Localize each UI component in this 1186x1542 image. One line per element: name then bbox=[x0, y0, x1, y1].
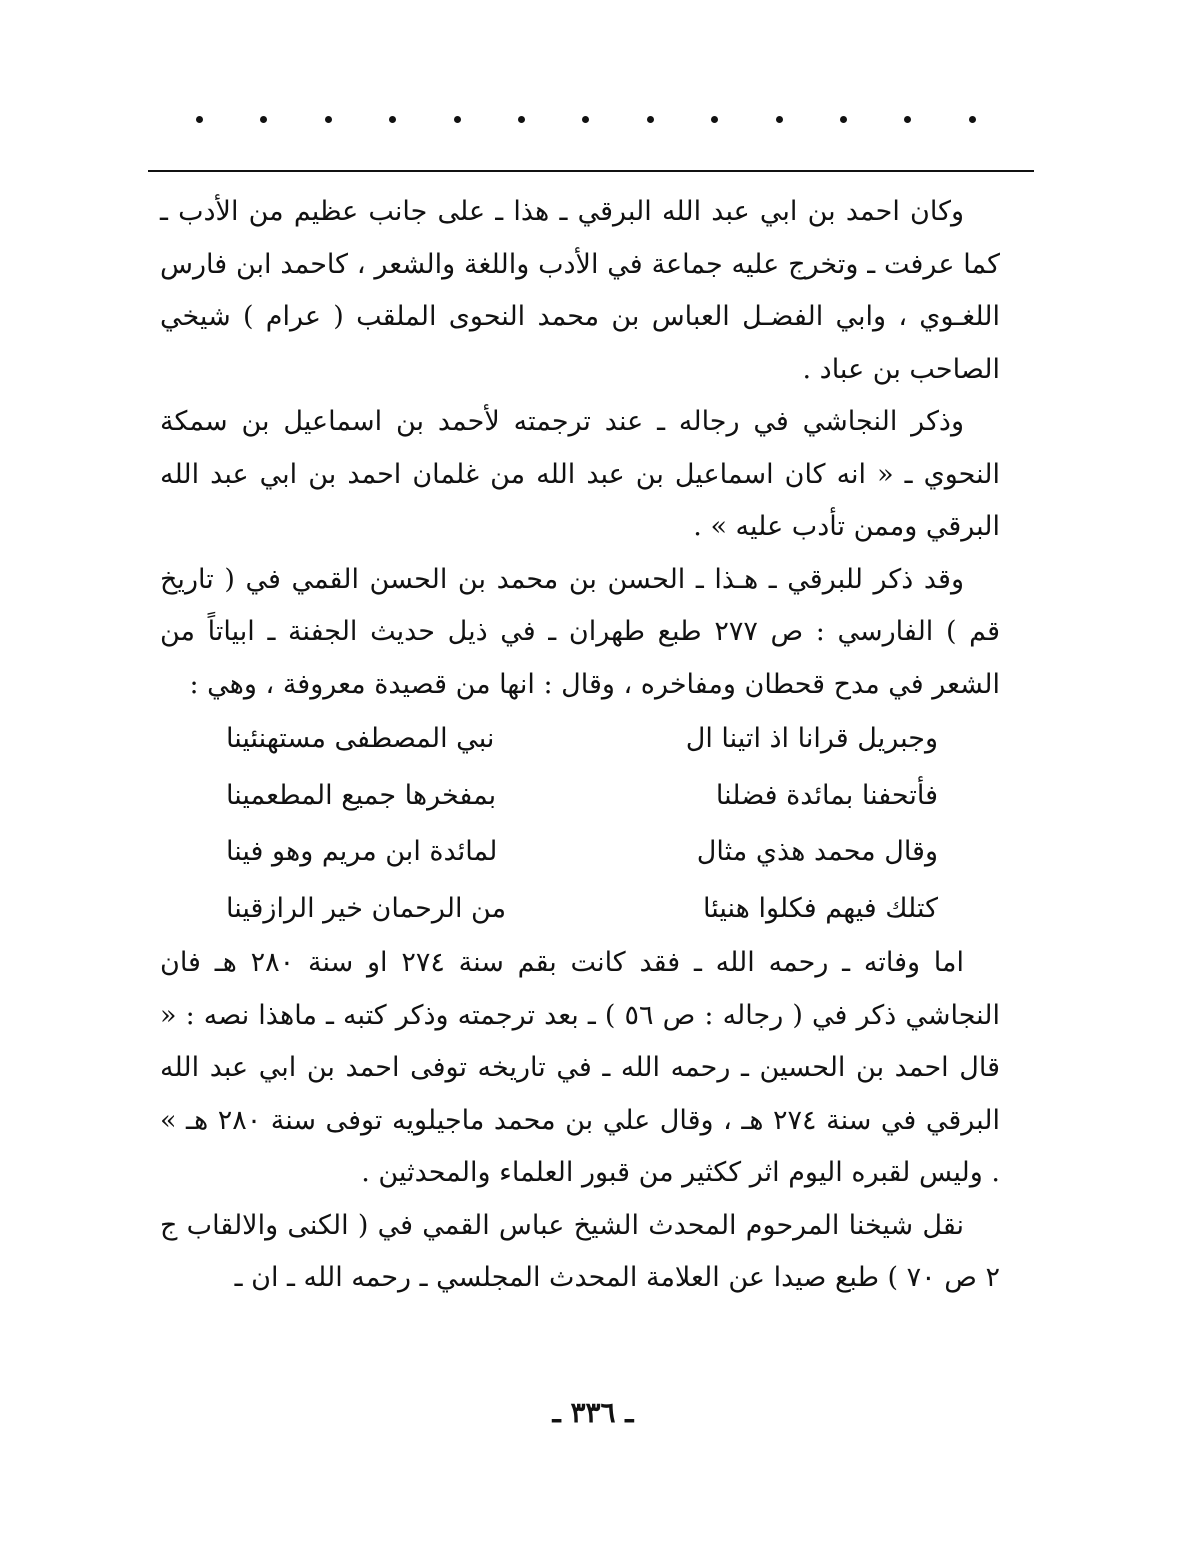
poem-verse bbox=[226, 881, 938, 938]
verse-first-hemistich: وجبريل قرانا اذ اتينا ال bbox=[685, 723, 938, 754]
verse-second-hemistich: لمائدة ابن مريم وهو فينا bbox=[226, 836, 498, 867]
ornament-dot bbox=[518, 116, 525, 123]
paragraph: نقل شيخنا المرحوم المحدث الشيخ عباس القمي في ( الكنى والالقاب ج ٢ ص ٧٠ ) طبع صيدا عن العلامة المحدث المجلسي ـ رحمه الله ـ ان ـ bbox=[160, 1209, 1000, 1293]
ornament-dot bbox=[969, 116, 976, 123]
ornament-dot bbox=[840, 116, 847, 123]
poem bbox=[160, 711, 1000, 937]
ornament-dot bbox=[776, 116, 783, 123]
ornament-dot bbox=[904, 116, 911, 123]
verse-second-hemistich: نبي المصطفى مستهنئينا bbox=[226, 723, 495, 754]
page-number: ـ ٣٣٦ ـ bbox=[552, 1396, 634, 1429]
header-rule bbox=[148, 170, 1034, 172]
verse-first-hemistich: وقال محمد هذي مثال bbox=[696, 836, 938, 867]
verse-first-hemistich: كتلك فيهم فكلوا هنيئا bbox=[702, 892, 938, 924]
ornament-dot bbox=[196, 116, 203, 123]
ornament-dot bbox=[582, 116, 589, 123]
paragraph: وذكر النجاشي في رجاله ـ عند ترجمته لأحمد بن اسماعيل بن سمكة النحوي ـ « انه كان اسماعيل بن عبد الله من غلمان احمد بن ابي عبد الله البرقي وممن تأدب عليه » . bbox=[160, 406, 1000, 542]
verse-second-hemistich: من الرحمان خير الرازقينا bbox=[226, 892, 507, 924]
poem-verse bbox=[226, 768, 938, 825]
paragraph: وقد ذكر للبرقي ـ هـذا ـ الحسن بن محمد بن الحسن القمي في ( تاريخ قم ) الفارسي : ص ٢٧٧ طبع طهران ـ في ذيل حديث الجفنة ـ ابياتاً من الشعر في مدح قحطان ومفاخره ، وقال : انها من قصيدة معروفة ، وهي : bbox=[160, 563, 1001, 700]
page-body bbox=[160, 186, 1000, 1305]
ornament-dot bbox=[711, 116, 718, 123]
poem-verse bbox=[226, 824, 938, 881]
ornament-dot bbox=[647, 116, 654, 123]
ornament-dot bbox=[454, 116, 461, 123]
paragraph: وكان احمد بن ابي عبد الله البرقي ـ هذا ـ على جانب عظيم من الأدب ـ كما عرفت ـ وتخرج عليه جماعة في الأدب واللغة والشعر ، كاحمد ابن فارس اللغـوي ، وابي الفضـل العباس بن محمد النحوى الملقب ( عرام ) شيخي الصاحب بن عباد . bbox=[160, 196, 1000, 385]
ornament-dot bbox=[389, 116, 396, 123]
verse-second-hemistich: بمفخرها جميع المطعمينا bbox=[226, 779, 497, 811]
ornament-dot bbox=[325, 116, 332, 123]
paragraph: اما وفاته ـ رحمه الله ـ فقد كانت بقم سنة ٢٧٤ او سنة ٢٨٠ هـ فان النجاشي ذكر في ( رجاله : ص ٥٦ ) ـ بعد ترجمته وذكر كتبه ـ ماهذا نصه : « قال احمد بن الحسين ـ رحمه الله ـ في تاريخه توفى احمد بن ابي عبد الله البرقي في سنة ٢٧٤ هـ ، وقال علي بن محمد ماجيلويه توفى سنة ٢٨٠ هـ » . وليس لقبره اليوم اثر ككثير من قبور العلماء والمحدثين . bbox=[160, 947, 1000, 1188]
ornament-dot bbox=[260, 116, 267, 123]
header-dot-ornament bbox=[196, 116, 976, 123]
verse-first-hemistich: فأتحفنا بمائدة فضلنا bbox=[715, 779, 938, 811]
poem-verse bbox=[226, 711, 938, 768]
